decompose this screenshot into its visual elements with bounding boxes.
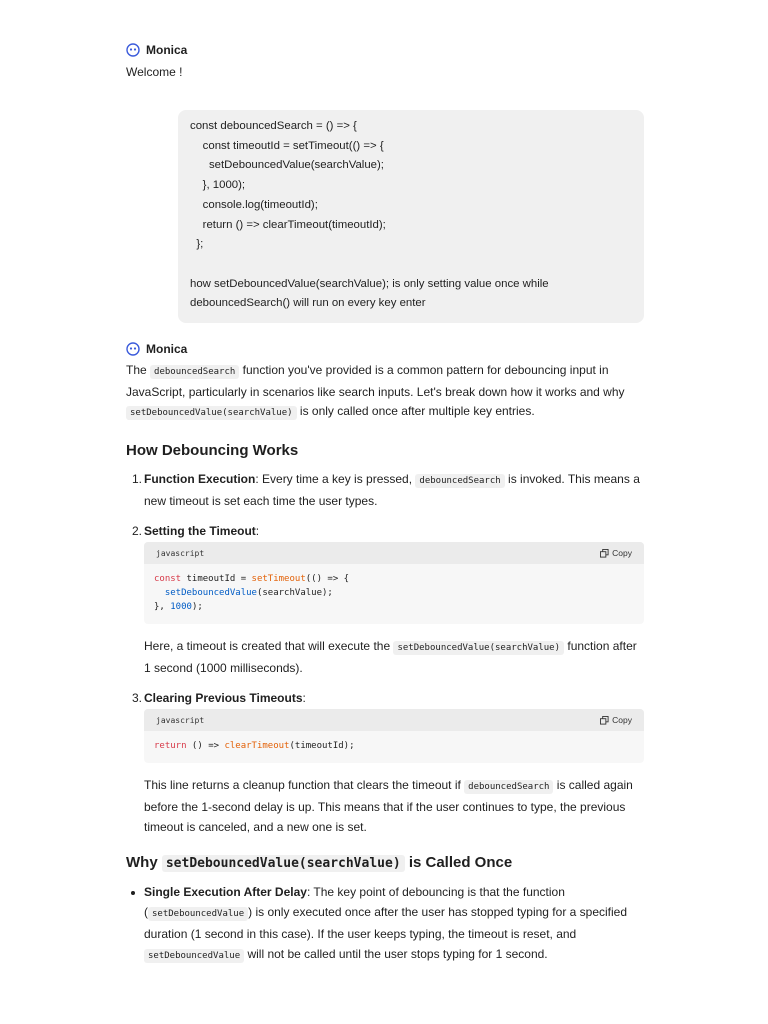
code-language-label: javascript	[156, 715, 205, 725]
reasons-list	[126, 883, 644, 966]
list-item: 2. Setting the Timeout: javascript Copy const timeoutId = setTimeout(() => { setDebouncedValue(searchValue); }, 1000); Here, a timeout is created that will execute the setDebouncedValue(searchValue) function after 1 second (1000 milliseconds).	[126, 522, 644, 679]
section-heading-why-called-once: Why setDebouncedValue(searchValue) is Called Once	[126, 854, 513, 872]
inline-code: setDebouncedValue	[144, 949, 244, 963]
monica-avatar-icon	[126, 43, 140, 57]
bullet	[131, 891, 135, 895]
copy-button[interactable]: Copy	[600, 715, 632, 725]
code-block	[144, 709, 644, 763]
welcome-message: Welcome !	[126, 65, 183, 79]
inline-code: setDebouncedValue	[148, 907, 248, 921]
assistant-name: Monica	[146, 43, 188, 57]
section-heading-how-debouncing-works: How Debouncing Works	[126, 442, 299, 460]
user-code-line: }, 1000);	[190, 179, 246, 192]
assistant-header-1	[126, 41, 644, 83]
code-block	[144, 542, 644, 624]
reply-intro: The debouncedSearch function you've provided is a common pattern for debouncing input in JavaScript, particularly in scenarios like search inputs. Let's break down how it works and why setDebouncedValue(searchValue) is only called once after multiple key entries.	[126, 363, 625, 419]
user-code-line: setDebouncedValue(searchValue);	[190, 159, 384, 172]
inline-code: debouncedSearch	[415, 474, 504, 488]
user-code-line: console.log(timeoutId);	[190, 198, 318, 211]
inline-code: setDebouncedValue(searchValue)	[126, 406, 297, 420]
list-item: Single Execution After Delay: The key point of debouncing is that the function ( setDebouncedValue ) is only executed once after the user has stopped typing for a specified duration (1 second in this case). If the user keeps typing, the timeout is reset, and setDebouncedValue will not be called until the user stops typing for 1 second.	[126, 883, 644, 966]
code-content: return () => clearTimeout(timeoutId);	[154, 741, 355, 752]
user-code-line: return () => clearTimeout(timeoutId);	[190, 218, 386, 231]
code-content: const timeoutId = setTimeout(() => { setDebouncedValue(searchValue); }, 1000);	[154, 574, 350, 613]
assistant-header-2	[126, 340, 644, 358]
user-code-line: };	[190, 238, 204, 251]
monica-avatar-icon	[126, 342, 140, 356]
list-item: 3. Clearing Previous Timeouts: javascript Copy return () => clearTimeout(timeoutId); This line returns a cleanup function that clears the timeout if debouncedSearch is called again before the 1-second delay is up. This means that if the user continues to type, the previous timeout is canceled, and a new one is set.	[126, 689, 644, 838]
assistant-reply	[126, 340, 644, 966]
copy-icon	[600, 549, 609, 558]
inline-code: setDebouncedValue(searchValue)	[162, 855, 405, 872]
inline-code: debouncedSearch	[150, 365, 239, 379]
inline-code: setDebouncedValue(searchValue)	[393, 641, 564, 655]
copy-icon	[600, 716, 609, 725]
inline-code: debouncedSearch	[464, 780, 553, 794]
user-code-line: const debouncedSearch = () => {	[190, 120, 357, 132]
code-language-label: javascript	[156, 548, 205, 558]
steps-list	[126, 470, 644, 837]
copy-button[interactable]: Copy	[600, 548, 632, 558]
user-message-bubble	[178, 110, 644, 323]
assistant-name: Monica	[146, 342, 188, 356]
list-item: 1. Function Execution: Every time a key is pressed, debouncedSearch is invoked. This means a new timeout is set each time the user types.	[132, 472, 640, 508]
user-code-line: const timeoutId = setTimeout(() => {	[190, 139, 384, 152]
user-question-line: how setDebouncedValue(searchValue); is only setting value once while	[190, 277, 549, 290]
user-question-line: debouncedSearch() will run on every key enter	[190, 297, 426, 310]
